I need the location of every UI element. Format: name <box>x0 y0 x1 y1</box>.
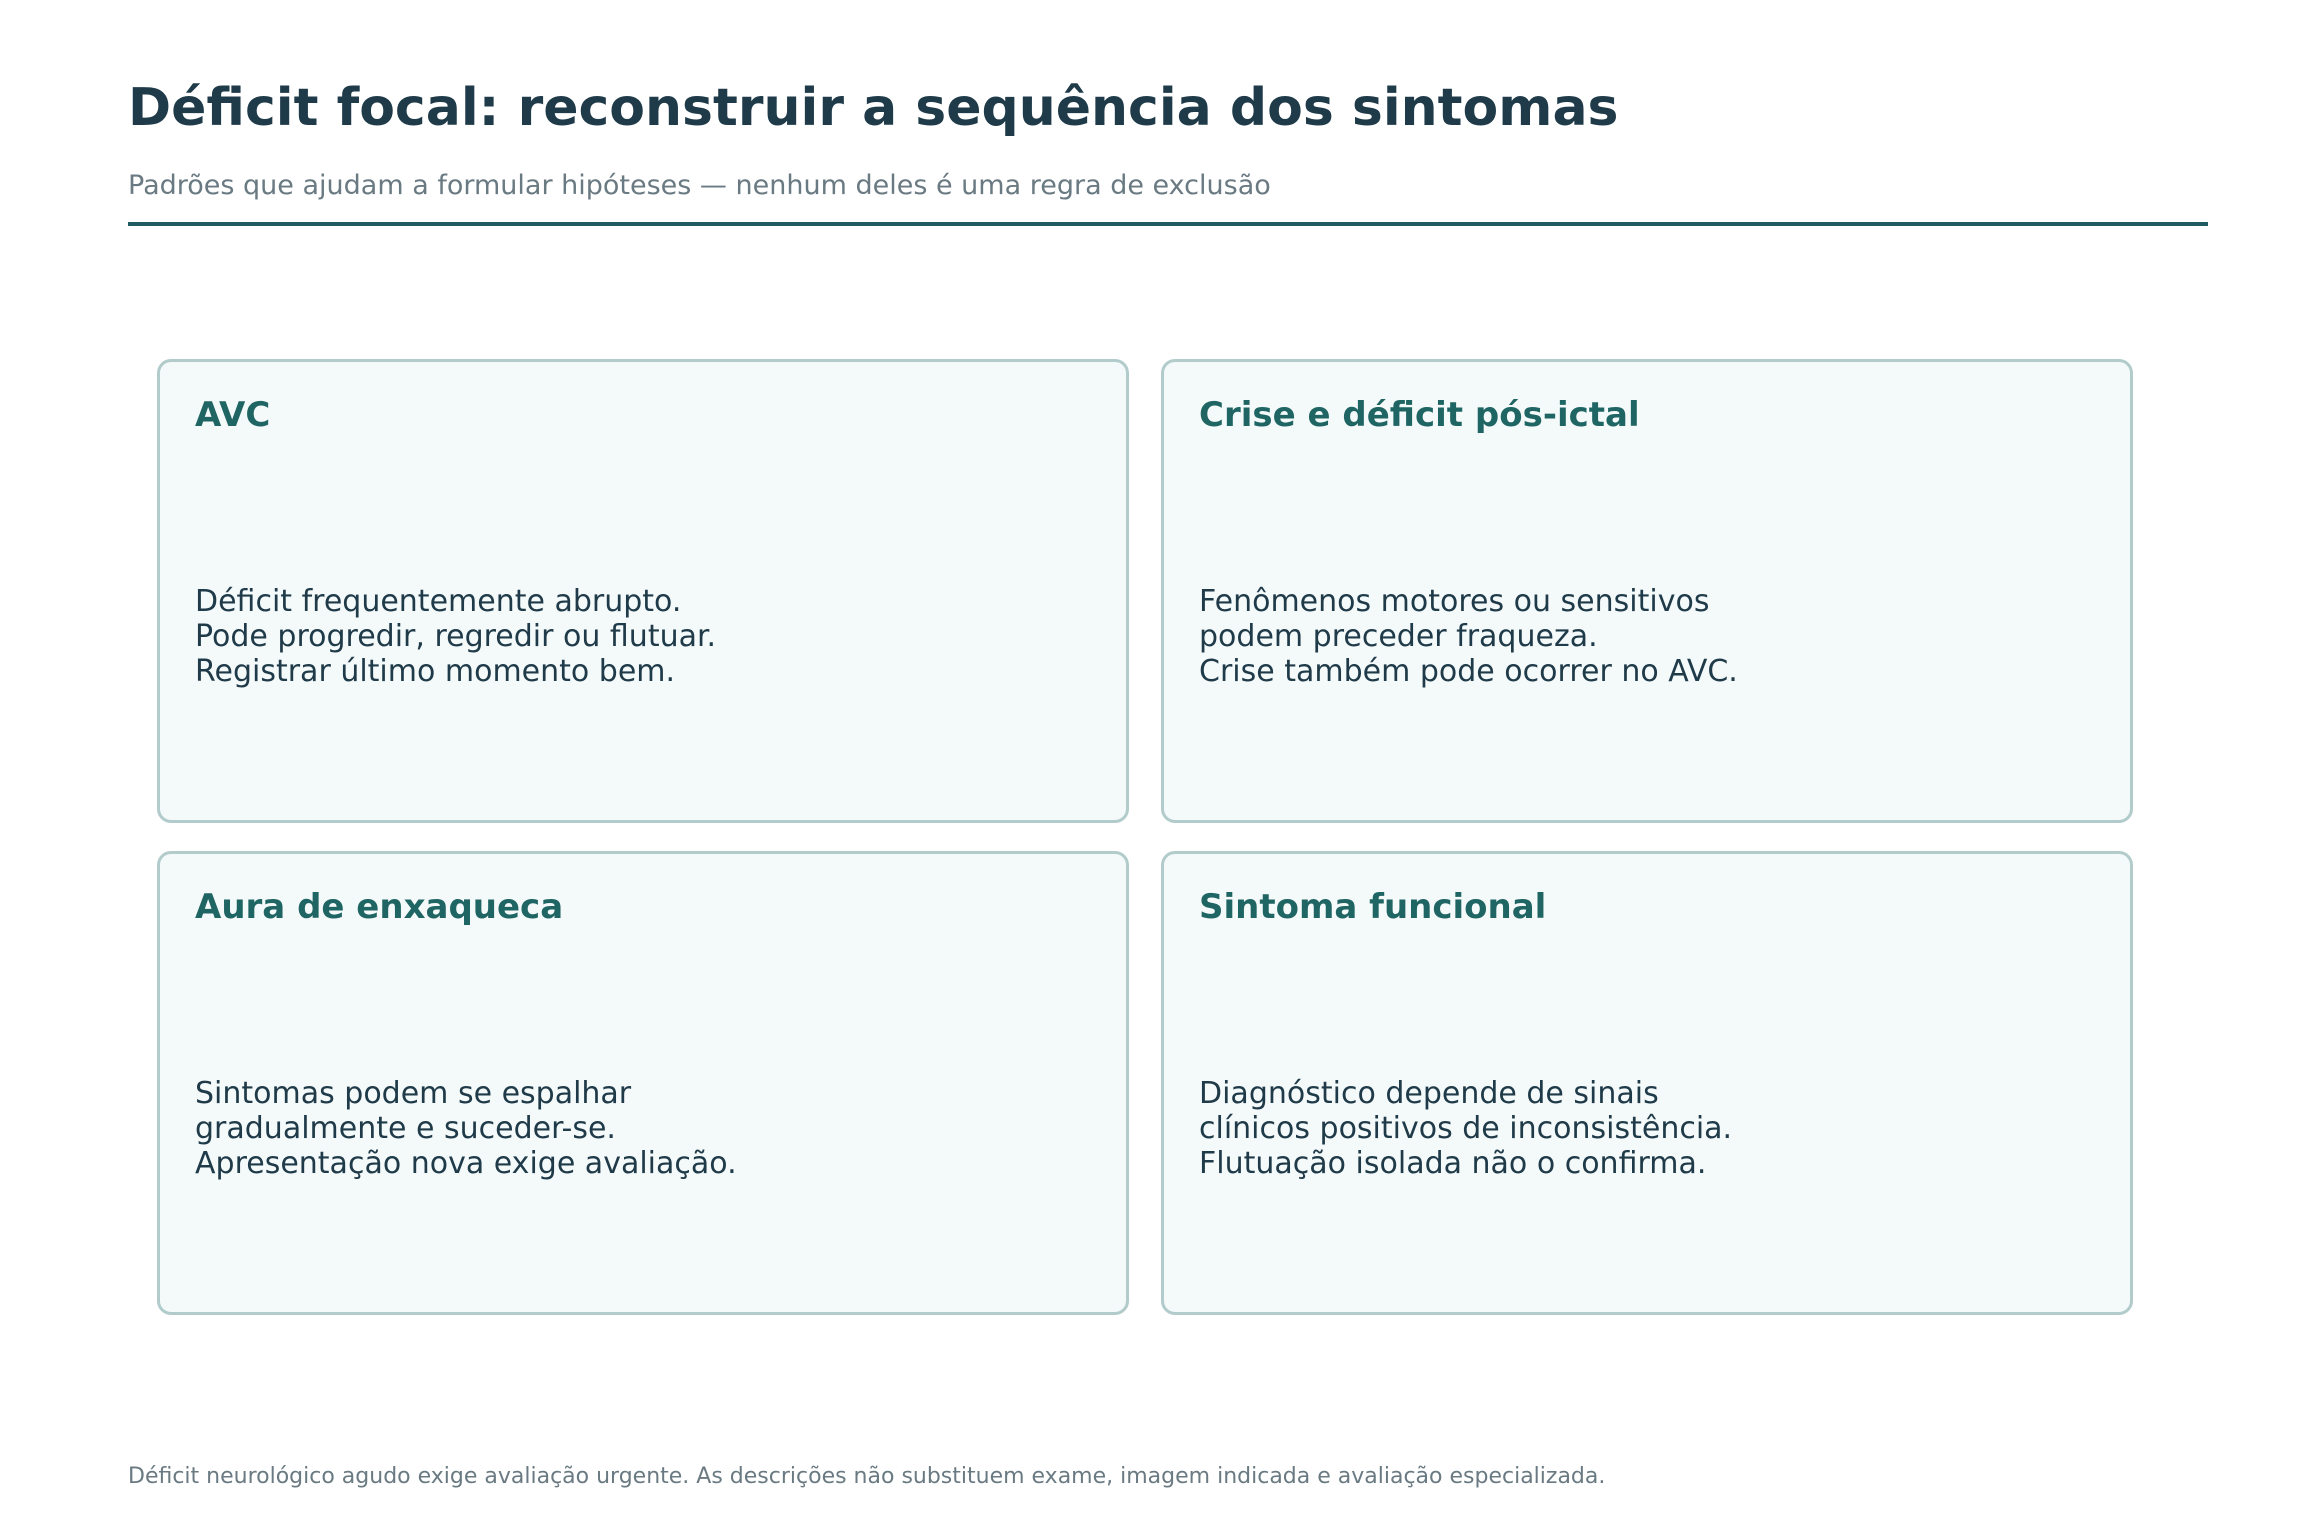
card-avc <box>157 359 1129 823</box>
header-divider <box>128 222 2208 226</box>
card-description <box>195 584 716 689</box>
footer-disclaimer: Déficit neurológico agudo exige avaliação urgente. As descrições não substituem exame, imagem indicada e avaliação especializada. <box>128 1464 1606 1489</box>
card-description <box>1199 1076 1732 1181</box>
page-title: Déficit focal: reconstruir a sequência dos sintomas <box>128 78 1619 138</box>
card-title: AVC <box>195 395 271 435</box>
card-line: gradualmente e suceder-se. <box>195 1111 616 1146</box>
card-line: Diagnóstico depende de sinais <box>1199 1076 1659 1111</box>
page-subtitle: Padrões que ajudam a formular hipóteses — nenhum deles é uma regra de exclusão <box>128 170 1271 201</box>
card-line: Flutuação isolada não o confirma. <box>1199 1146 1707 1181</box>
card-description <box>1199 584 1738 689</box>
card-line: Fenômenos motores ou sensitivos <box>1199 584 1710 619</box>
card-line: Apresentação nova exige avaliação. <box>195 1146 737 1181</box>
card-title: Crise e déficit pós-ictal <box>1199 395 1640 435</box>
card-line: Crise também pode ocorrer no AVC. <box>1199 654 1738 689</box>
card-description <box>195 1076 737 1181</box>
card-aura-enxaqueca <box>157 851 1129 1315</box>
card-title: Aura de enxaqueca <box>195 887 564 927</box>
card-crise-pos-ictal <box>1161 359 2133 823</box>
card-line: Déficit frequentemente abrupto. <box>195 584 682 619</box>
card-sintoma-funcional <box>1161 851 2133 1315</box>
card-line: podem preceder fraqueza. <box>1199 619 1598 654</box>
card-title: Sintoma funcional <box>1199 887 1547 927</box>
card-line: Pode progredir, regredir ou flutuar. <box>195 619 717 654</box>
card-line: Registrar último momento bem. <box>195 654 676 689</box>
card-line: Sintomas podem se espalhar <box>195 1076 632 1111</box>
card-line: clínicos positivos de inconsistência. <box>1199 1111 1733 1146</box>
